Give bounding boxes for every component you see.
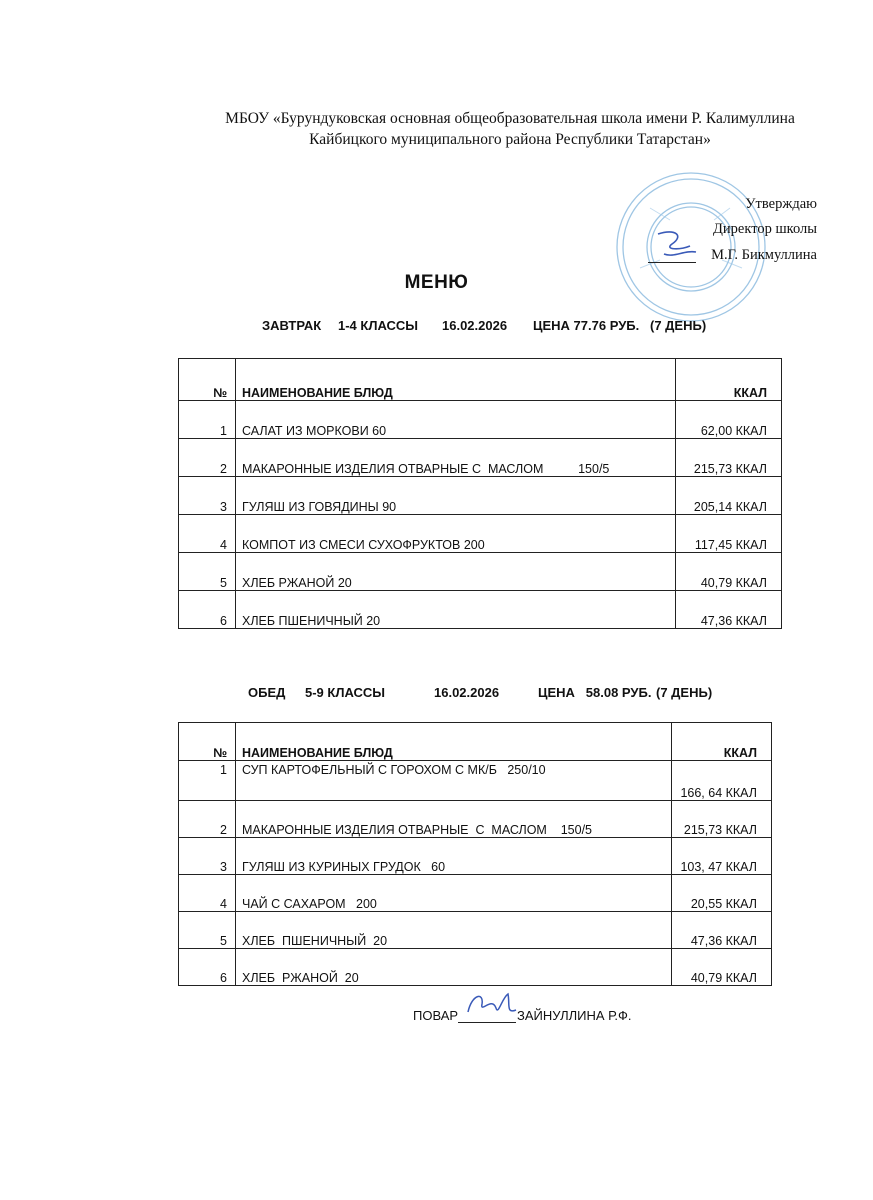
- row-kcal: 40,79 ККАЛ: [672, 949, 772, 986]
- breakfast-classes: 1-4 КЛАССЫ: [338, 318, 419, 333]
- row-num: 6: [179, 591, 236, 629]
- row-num: 5: [179, 553, 236, 591]
- row-dish: ГУЛЯШ ИЗ ГОВЯДИНЫ 90: [236, 477, 676, 515]
- table-header: [179, 359, 782, 401]
- school-name-line1: МБОУ «Бурундуковская основная общеобразовательная школа имени Р. Калимуллина: [225, 110, 795, 127]
- signature-line: [648, 262, 696, 263]
- row-dish: ХЛЕБ ПШЕНИЧНЫЙ 20: [236, 591, 676, 629]
- lunch-date: 16.02.2026: [434, 685, 500, 700]
- cook-name: ЗАЙНУЛЛИНА Р.Ф.: [517, 1008, 632, 1023]
- header-num: №: [179, 359, 236, 401]
- row-num: 1: [179, 761, 236, 801]
- approve-label: Утверждаю: [745, 196, 817, 212]
- cook-label: ПОВАР: [413, 1008, 459, 1023]
- lunch-price: ЦЕНА 58.08 РУБ.: [538, 685, 652, 700]
- row-dish: САЛАТ ИЗ МОРКОВИ 60: [236, 401, 676, 439]
- row-kcal: 205,14 ККАЛ: [676, 477, 782, 515]
- header-kcal: ККАЛ: [672, 723, 772, 761]
- row-kcal: 20,55 ККАЛ: [672, 875, 772, 912]
- table-row: [179, 875, 772, 912]
- breakfast-day: (7 ДЕНЬ): [650, 318, 707, 333]
- header-name: НАИМЕНОВАНИЕ БЛЮД: [236, 723, 672, 761]
- row-num: 3: [179, 838, 236, 875]
- table-row: [179, 591, 782, 629]
- lunch-table: [178, 722, 772, 986]
- header-kcal: ККАЛ: [676, 359, 782, 401]
- table-row: [179, 439, 782, 477]
- row-dish: КОМПОТ ИЗ СМЕСИ СУХОФРУКТОВ 200: [236, 515, 676, 553]
- table-row: [179, 553, 782, 591]
- lunch-classes: 5-9 КЛАССЫ: [305, 685, 386, 700]
- table-header: [179, 723, 772, 761]
- school-name-line2: Кайбицкого муниципального района Республики Татарстан»: [309, 131, 711, 148]
- breakfast-meal: ЗАВТРАК: [262, 318, 322, 333]
- row-dish: ГУЛЯШ ИЗ КУРИНЫХ ГРУДОК 60: [236, 838, 672, 875]
- page-title: МЕНЮ: [404, 272, 469, 293]
- director-signature-icon: [650, 228, 700, 262]
- cook-signature-icon: [462, 988, 522, 1024]
- row-kcal: 62,00 ККАЛ: [676, 401, 782, 439]
- row-dish: ЧАЙ С САХАРОМ 200: [236, 875, 672, 912]
- row-kcal: 103, 47 ККАЛ: [672, 838, 772, 875]
- row-kcal: 215,73 ККАЛ: [676, 439, 782, 477]
- row-num: 4: [179, 515, 236, 553]
- table-row: [179, 515, 782, 553]
- row-dish: ХЛЕБ ПШЕНИЧНЫЙ 20: [236, 912, 672, 949]
- row-dish: СУП КАРТОФЕЛЬНЫЙ С ГОРОХОМ С МК/Б 250/10: [236, 761, 672, 801]
- row-num: 2: [179, 439, 236, 477]
- row-dish: МАКАРОННЫЕ ИЗДЕЛИЯ ОТВАРНЫЕ С МАСЛОМ 150/5: [236, 801, 672, 838]
- row-num: 2: [179, 801, 236, 838]
- row-kcal: 215,73 ККАЛ: [672, 801, 772, 838]
- director-position: Директор школы: [713, 221, 817, 237]
- breakfast-table: [178, 358, 782, 629]
- row-num: 1: [179, 401, 236, 439]
- row-kcal: 117,45 ККАЛ: [676, 515, 782, 553]
- table-row: [179, 912, 772, 949]
- table-row: [179, 477, 782, 515]
- table-row: [179, 761, 772, 801]
- table-row: [179, 838, 772, 875]
- header-num: №: [179, 723, 236, 761]
- row-kcal: 47,36 ККАЛ: [672, 912, 772, 949]
- row-kcal: 47,36 ККАЛ: [676, 591, 782, 629]
- row-dish: ХЛЕБ РЖАНОЙ 20: [236, 949, 672, 986]
- table-row: [179, 949, 772, 986]
- director-name: М.Г. Бикмуллина: [711, 247, 817, 263]
- row-dish: МАКАРОННЫЕ ИЗДЕЛИЯ ОТВАРНЫЕ С МАСЛОМ 150/5: [236, 439, 676, 477]
- row-kcal: 40,79 ККАЛ: [676, 553, 782, 591]
- table-row: [179, 801, 772, 838]
- breakfast-price: ЦЕНА 77.76 РУБ.: [533, 318, 640, 333]
- row-num: 3: [179, 477, 236, 515]
- header-name: НАИМЕНОВАНИЕ БЛЮД: [236, 359, 676, 401]
- lunch-meal: ОБЕД: [248, 685, 286, 700]
- row-dish: ХЛЕБ РЖАНОЙ 20: [236, 553, 676, 591]
- breakfast-date: 16.02.2026: [442, 318, 508, 333]
- lunch-day: (7 ДЕНЬ): [656, 685, 713, 700]
- row-kcal: 166, 64 ККАЛ: [672, 761, 772, 801]
- row-num: 6: [179, 949, 236, 986]
- row-num: 4: [179, 875, 236, 912]
- table-row: [179, 401, 782, 439]
- row-num: 5: [179, 912, 236, 949]
